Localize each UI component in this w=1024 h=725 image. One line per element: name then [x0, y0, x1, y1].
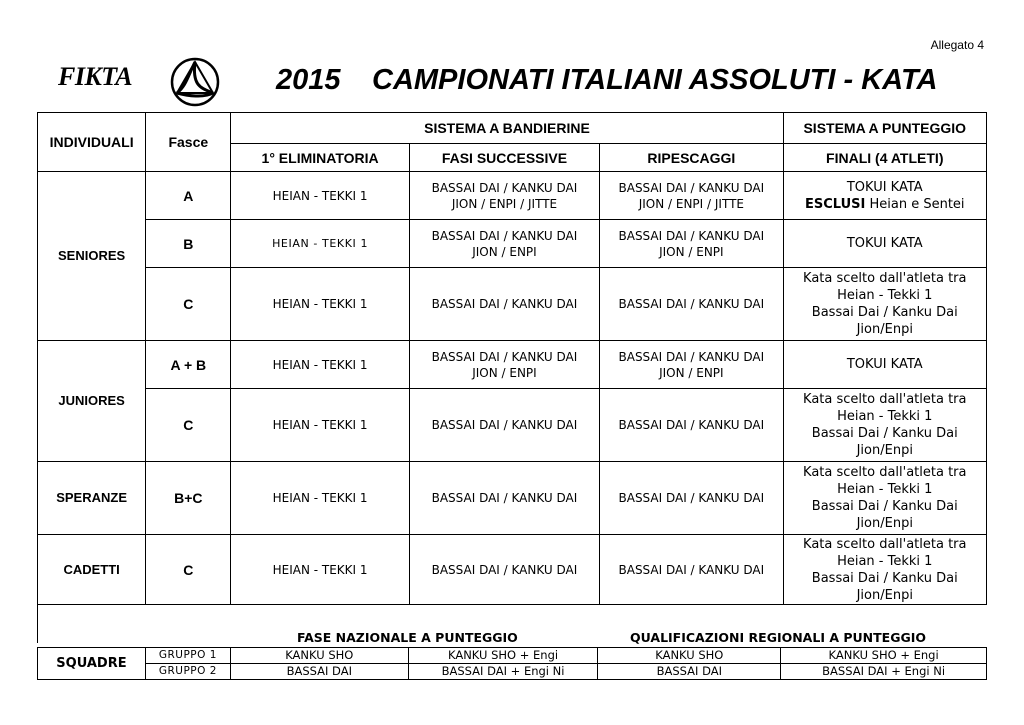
- table-row: [38, 389, 987, 462]
- header-sistema-punteggio: SISTEMA A PUNTEGGIO: [783, 113, 986, 144]
- cell-line: Heian - Tekki 1: [837, 482, 933, 497]
- squadre-table: [37, 647, 987, 680]
- cell-line: TOKUI KATA: [846, 236, 923, 251]
- category-cell: CADETTI: [38, 535, 146, 605]
- cell-line: BASSAI DAI / KANKU DAI: [618, 180, 765, 195]
- fase-nazionale-label: FASE NAZIONALE A PUNTEGGIO: [297, 630, 518, 645]
- cell-line: Kata scelto dall'atleta tra: [803, 392, 967, 407]
- table-row: [38, 220, 987, 268]
- fascia-cell: C: [146, 268, 231, 341]
- cell-line: BASSAI DAI / KANKU DAI: [618, 228, 765, 243]
- cell-line: BASSAI DAI / KANKU DAI: [618, 562, 765, 577]
- cell-line: JION / ENPI: [659, 365, 724, 380]
- cell-line: JION / ENPI: [472, 244, 537, 259]
- cell-line: JION / ENPI: [659, 244, 724, 259]
- cell-line: JION / ENPI / JITTE: [638, 196, 744, 211]
- fikta-emblem-icon: [168, 56, 222, 108]
- eliminatoria-cell: HEIAN - TEKKI 1: [231, 535, 409, 605]
- cell-line: BASSAI DAI / KANKU DAI: [618, 297, 765, 311]
- squadre-row: [38, 648, 987, 664]
- ripescaggi-cell: [600, 535, 783, 605]
- cell-line: Jion/Enpi: [856, 516, 913, 531]
- fascia-cell: B: [146, 220, 231, 268]
- cell-line: BASSAI DAI / KANKU DAI: [431, 491, 578, 505]
- squadre-cell: KANKU SHO + Engi: [408, 648, 598, 664]
- fasi-successive-cell: [409, 220, 599, 268]
- ripescaggi-cell: [600, 172, 783, 220]
- cell-line: JION / ENPI: [472, 365, 537, 380]
- esclusi-label: ESCLUSI: [804, 196, 866, 212]
- title-year: 2015: [276, 64, 341, 96]
- header-fasce: Fasce: [146, 113, 231, 172]
- cell-line: Kata scelto dall'atleta tra: [803, 465, 967, 480]
- gruppo-label: GRUPPO 1: [145, 648, 230, 664]
- finali-cell: [783, 462, 986, 535]
- table-row: [38, 172, 987, 220]
- esclusi-text: Heian e Sentei: [865, 196, 965, 212]
- cell-line: JION / ENPI / JITTE: [451, 196, 558, 211]
- ripescaggi-cell: [600, 220, 783, 268]
- cell-line: Kata scelto dall'atleta tra: [803, 536, 967, 552]
- gruppo-label: GRUPPO 2: [145, 664, 230, 680]
- cell-line: Kata scelto dall'atleta tra: [803, 271, 967, 286]
- fascia-cell: C: [146, 389, 231, 462]
- cell-line: Jion/Enpi: [856, 587, 913, 603]
- finali-cell: [783, 535, 986, 605]
- category-cell: JUNIORES: [38, 341, 146, 462]
- ripescaggi-cell: [600, 389, 783, 462]
- cell-line: BASSAI DAI / KANKU DAI: [431, 228, 578, 243]
- finali-cell: [783, 172, 986, 220]
- ripescaggi-cell: [600, 462, 783, 535]
- fascia-cell: B+C: [146, 462, 231, 535]
- fasi-successive-cell: [409, 172, 599, 220]
- squadre-cell: KANKU SHO: [230, 648, 408, 664]
- fascia-cell: C: [146, 535, 231, 605]
- cell-line: BASSAI DAI / KANKU DAI: [431, 418, 578, 432]
- eliminatoria-cell: HEIAN - TEKKI 1: [231, 172, 409, 220]
- fascia-cell: A: [146, 172, 231, 220]
- cell-line: Heian - Tekki 1: [837, 288, 933, 303]
- header-ripescaggi: RIPESCAGGI: [600, 144, 783, 172]
- cell-line: Bassai Dai / Kanku Dai: [811, 570, 958, 586]
- cell-line: Bassai Dai / Kanku Dai: [811, 426, 958, 441]
- squadre-label: SQUADRE: [38, 648, 146, 680]
- cell-line: Bassai Dai / Kanku Dai: [811, 305, 958, 320]
- finali-cell: [783, 389, 986, 462]
- header-finali: FINALI (4 ATLETI): [783, 144, 986, 172]
- squadre-cell: KANKU SHO: [598, 648, 781, 664]
- squadre-cell: BASSAI DAI + Engi Ni: [781, 664, 987, 680]
- fascia-cell: A + B: [146, 341, 231, 389]
- title-text: CAMPIONATI ITALIANI ASSOLUTI - KATA: [372, 64, 938, 96]
- header-eliminatoria: 1° ELIMINATORIA: [231, 144, 409, 172]
- qualificazioni-regionali-label: QUALIFICAZIONI REGIONALI A PUNTEGGIO: [630, 630, 926, 645]
- attachment-label: Allegato 4: [930, 38, 984, 52]
- table-row: [38, 535, 987, 605]
- ripescaggi-cell: [600, 268, 783, 341]
- fasi-successive-cell: [409, 389, 599, 462]
- cell-line: Heian - Tekki 1: [837, 409, 933, 424]
- cell-line: BASSAI DAI / KANKU DAI: [431, 562, 578, 577]
- table-row: [38, 462, 987, 535]
- cell-line: Heian - Tekki 1: [837, 553, 933, 569]
- finali-cell: [783, 268, 986, 341]
- cell-line: BASSAI DAI / KANKU DAI: [618, 491, 765, 505]
- cell-line: BASSAI DAI / KANKU DAI: [431, 297, 578, 311]
- page-title: [276, 64, 937, 97]
- eliminatoria-cell: HEIAN - TEKKI 1: [231, 389, 409, 462]
- finali-cell: [783, 341, 986, 389]
- header-individuali: INDIVIDUALI: [38, 113, 146, 172]
- squadre-cell: KANKU SHO + Engi: [781, 648, 987, 664]
- fikta-logo-text: FIKTA: [58, 62, 133, 91]
- cell-line: Jion/Enpi: [856, 322, 913, 337]
- eliminatoria-cell: HEIAN - TEKKI 1: [231, 268, 409, 341]
- header-row-1: [38, 113, 987, 144]
- fasi-successive-cell: [409, 535, 599, 605]
- cell-line: BASSAI DAI / KANKU DAI: [431, 349, 578, 364]
- fasi-successive-cell: [409, 341, 599, 389]
- squadre-row: [38, 664, 987, 680]
- header-fasi-successive: FASI SUCCESSIVE: [409, 144, 599, 172]
- table-row: [38, 341, 987, 389]
- kata-schedule-table: [37, 112, 987, 605]
- fasi-successive-cell: [409, 268, 599, 341]
- table-row: [38, 268, 987, 341]
- cell-line: BASSAI DAI / KANKU DAI: [618, 418, 765, 432]
- cell-line: BASSAI DAI / KANKU DAI: [431, 180, 578, 195]
- cell-line: [787, 196, 983, 213]
- cell-line: TOKUI KATA: [846, 357, 923, 372]
- squadre-cell: BASSAI DAI + Engi Ni: [408, 664, 598, 680]
- cell-line: Jion/Enpi: [856, 443, 913, 458]
- cell-line: Bassai Dai / Kanku Dai: [811, 499, 958, 514]
- cell-line: TOKUI KATA: [846, 179, 923, 195]
- eliminatoria-cell: HEIAN - TEKKI 1: [231, 220, 409, 268]
- ripescaggi-cell: [600, 341, 783, 389]
- eliminatoria-cell: HEIAN - TEKKI 1: [231, 341, 409, 389]
- category-cell: SPERANZE: [38, 462, 146, 535]
- squadre-cell: BASSAI DAI: [598, 664, 781, 680]
- finali-cell: [783, 220, 986, 268]
- category-cell: SENIORES: [38, 172, 146, 341]
- header-sistema-bandierine: SISTEMA A BANDIERINE: [231, 113, 783, 144]
- squadre-cell: BASSAI DAI: [230, 664, 408, 680]
- eliminatoria-cell: HEIAN - TEKKI 1: [231, 462, 409, 535]
- cell-line: BASSAI DAI / KANKU DAI: [618, 349, 765, 364]
- table-left-border: [37, 605, 38, 643]
- fasi-successive-cell: [409, 462, 599, 535]
